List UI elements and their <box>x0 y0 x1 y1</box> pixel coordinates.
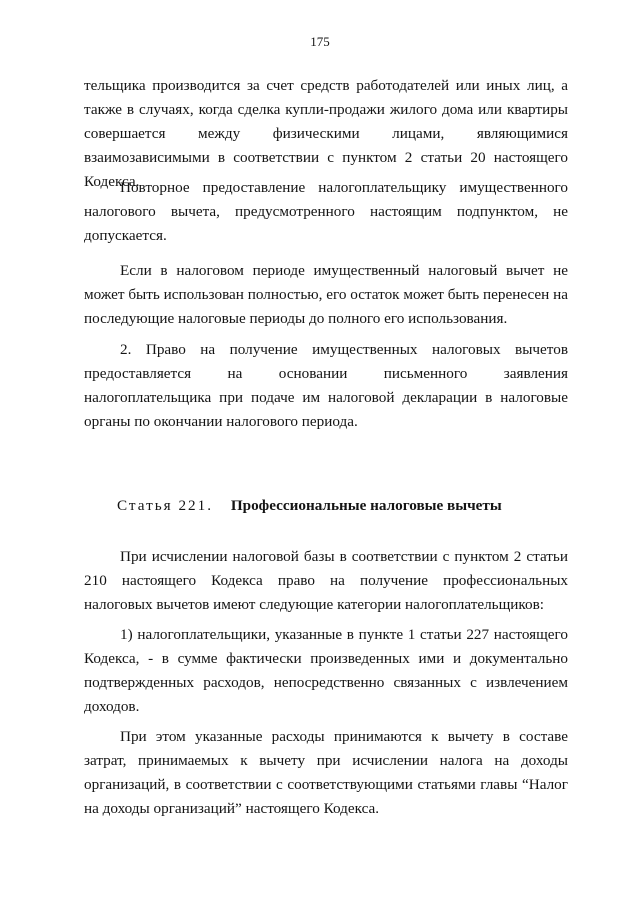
paragraph-text: При исчислении налоговой базы в соответствии с пунктом 2 статьи 210 настоящего Кодекса право на получение профессиональных налоговых вычетов имеют следующие категории налогоплательщиков: <box>84 548 568 613</box>
paragraph-repeat-deduction <box>84 176 568 248</box>
paragraph-text: Повторное предоставление налогоплательщику имущественного налогового вычета, предусмотренного настоящим подпунктом, не допускается. <box>84 179 568 244</box>
paragraph-point-2 <box>84 338 568 434</box>
paragraph-text: Если в налоговом периоде имущественный налоговый вычет не может быть использован полностью, его остаток может быть перенесен на последующие налоговые периоды до полного его использования. <box>84 262 568 327</box>
paragraph-text: 2. Право на получение имущественных налоговых вычетов предоставляется на основании письменного заявления налогоплательщика при подаче им налоговой декларации в налоговые органы по окончании налогового периода. <box>84 341 568 430</box>
article-heading <box>117 494 577 518</box>
article-title: Профессиональные налоговые вычеты <box>230 497 502 514</box>
article-paragraph-expenses <box>84 725 568 821</box>
paragraph-text: тельщика производится за счет средств работодателей или иных лиц, а также в случаях, когда сделка купли-продажи жилого дома или квартиры совершается между физическими лицами, являющимися взаимозависимыми в соответствии с пунктом 2 статьи 20 настоящего Кодекса. <box>84 77 568 190</box>
article-paragraph-item-1 <box>84 623 568 719</box>
paragraph-text: При этом указанные расходы принимаются к вычету в составе затрат, принимаемых к вычету при исчислении налога на доходы организаций, в соответствии с соответствующими статьями главы “Налог на доходы организаций” настоящего Кодекса. <box>84 728 568 817</box>
article-label: Статья 221. <box>117 497 214 514</box>
paragraph-text: 1) налогоплательщики, указанные в пункте 1 статьи 227 настоящего Кодекса, - в сумме фактически произведенных ими и документально подтвержденных расходов, непосредственно связанных с извлечением доходов. <box>84 626 568 715</box>
article-paragraph-intro <box>84 545 568 617</box>
paragraph-carryover <box>84 259 568 331</box>
page-number: 175 <box>310 34 330 49</box>
